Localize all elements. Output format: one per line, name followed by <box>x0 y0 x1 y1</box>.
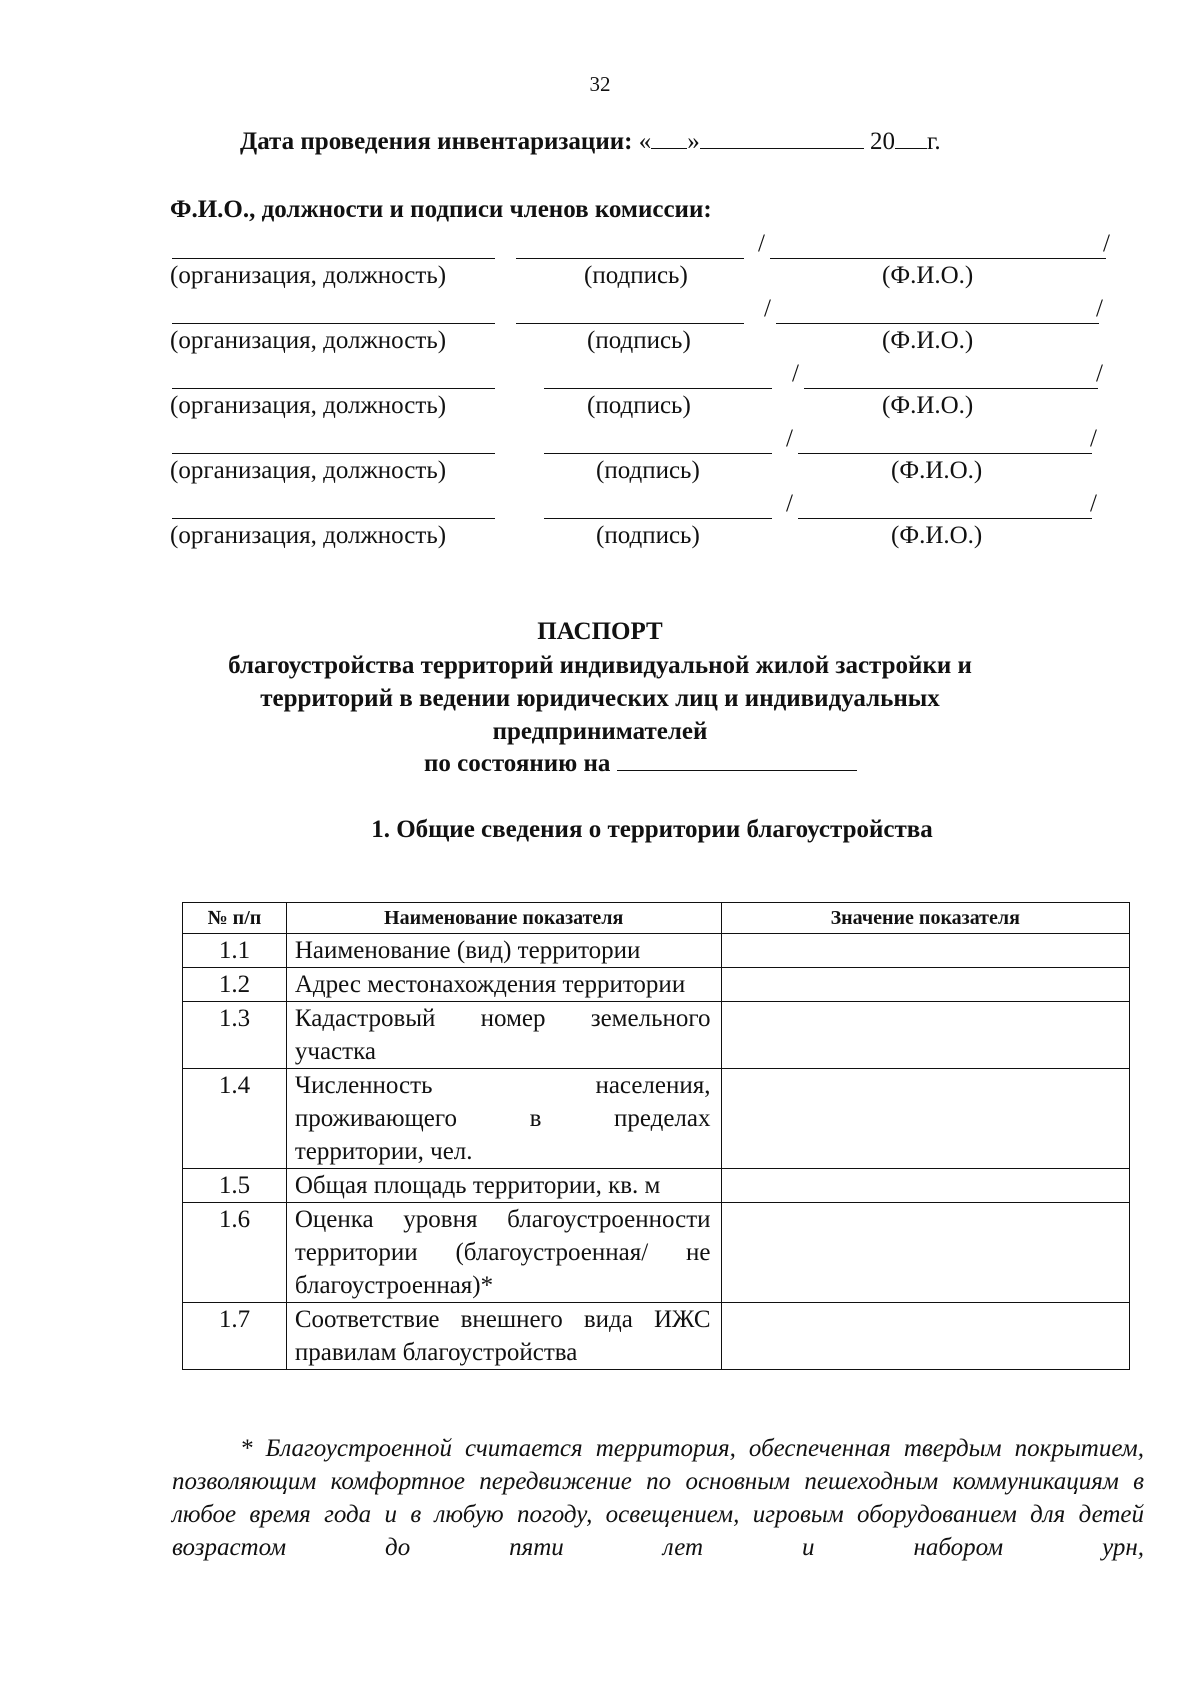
row-value-cell[interactable] <box>721 1169 1130 1203</box>
passport-subtitle-line-1: благоустройства территорий индивидуальной жилой застройки и <box>228 652 972 679</box>
caption-org: (организация, должность) <box>170 392 447 419</box>
row-number: 1.3 <box>183 1002 287 1069</box>
year-suffix: г. <box>926 128 941 155</box>
row-indicator-name: Численность населения, проживающего в пределах территории, чел. <box>286 1069 721 1169</box>
header-name: Наименование показателя <box>286 903 721 934</box>
separator-slash: / <box>1090 425 1097 452</box>
inventory-date-label: Дата проведения инвентаризации: <box>240 128 633 155</box>
row-number: 1.5 <box>183 1169 287 1203</box>
row-value-cell[interactable] <box>721 1303 1130 1370</box>
org-position-field[interactable] <box>172 258 495 259</box>
row-number: 1.2 <box>183 968 287 1002</box>
as-of-date-field[interactable] <box>617 750 857 771</box>
inventory-date-line <box>240 128 941 156</box>
header-num: № п/п <box>183 903 287 934</box>
row-value-cell[interactable] <box>721 968 1130 1002</box>
fio-field[interactable] <box>798 453 1092 454</box>
fio-field[interactable] <box>770 258 1106 259</box>
header-value: Значение показателя <box>721 903 1130 934</box>
row-value-cell[interactable] <box>721 1069 1130 1169</box>
table-row <box>183 934 1130 968</box>
table-row <box>183 1203 1130 1303</box>
row-number: 1.1 <box>183 934 287 968</box>
table-row <box>183 1002 1130 1069</box>
org-position-field[interactable] <box>172 388 495 389</box>
year-blank[interactable] <box>895 128 927 149</box>
caption-org: (организация, должность) <box>170 457 447 484</box>
separator-slash: / <box>764 295 771 322</box>
signature-field[interactable] <box>516 323 744 324</box>
day-blank[interactable] <box>651 128 687 149</box>
signature-field[interactable] <box>544 453 772 454</box>
org-position-field[interactable] <box>172 323 495 324</box>
caption-signature: (подпись) <box>584 262 688 289</box>
separator-slash: / <box>1090 490 1097 517</box>
row-indicator-name: Соответствие внешнего вида ИЖС правилам благоустройства <box>286 1303 721 1370</box>
row-number: 1.7 <box>183 1303 287 1370</box>
page-number: 32 <box>589 72 611 96</box>
table-row <box>183 1069 1130 1169</box>
org-position-field[interactable] <box>172 453 495 454</box>
caption-signature: (подпись) <box>596 457 700 484</box>
year-prefix: 20 <box>869 128 895 155</box>
fio-field[interactable] <box>798 518 1092 519</box>
row-value-cell[interactable] <box>721 1203 1130 1303</box>
table-row <box>183 968 1130 1002</box>
section-title: 1. Общие сведения о территории благоустройства <box>371 816 933 843</box>
separator-slash: / <box>786 490 793 517</box>
table-header-row <box>183 903 1130 934</box>
row-indicator-name: Оценка уровня благоустроенности территории (благоустроенная/ не благоустроенная)* <box>286 1203 721 1303</box>
separator-slash: / <box>1096 295 1103 322</box>
caption-signature: (подпись) <box>587 392 691 419</box>
row-indicator-name: Наименование (вид) территории <box>286 934 721 968</box>
month-blank[interactable] <box>700 128 864 149</box>
row-indicator-name: Кадастровый номер земельного участка <box>286 1002 721 1069</box>
fio-field[interactable] <box>776 323 1099 324</box>
signature-field[interactable] <box>516 258 744 259</box>
table-row <box>183 1169 1130 1203</box>
as-of-line <box>424 750 857 778</box>
open-quote: « <box>638 128 652 155</box>
table-row <box>183 1303 1130 1370</box>
signature-field[interactable] <box>544 518 772 519</box>
caption-fio: (Ф.И.О.) <box>891 457 983 484</box>
caption-fio: (Ф.И.О.) <box>882 327 974 354</box>
close-quote: » <box>687 128 700 155</box>
separator-slash: / <box>758 230 765 257</box>
fio-field[interactable] <box>804 388 1098 389</box>
row-number: 1.4 <box>183 1069 287 1169</box>
row-indicator-name: Общая площадь территории, кв. м <box>286 1169 721 1203</box>
signature-field[interactable] <box>544 388 772 389</box>
caption-fio: (Ф.И.О.) <box>891 522 983 549</box>
caption-signature: (подпись) <box>596 522 700 549</box>
caption-fio: (Ф.И.О.) <box>882 262 974 289</box>
as-of-label: по состоянию на <box>424 750 611 777</box>
caption-org: (организация, должность) <box>170 327 447 354</box>
caption-org: (организация, должность) <box>170 262 447 289</box>
row-indicator-name: Адрес местонахождения территории <box>286 968 721 1002</box>
footnote: * Благоустроенной считается территория, обеспеченная твердым покрытием, позволяющим комфортное передвижение по основным пешеходным коммуникациям в любое время года и в любую погоду, освещением, игровым оборудованием для детей возрастом до пяти лет и набором урн, <box>172 1435 1144 1561</box>
separator-slash: / <box>1103 230 1110 257</box>
row-number: 1.6 <box>183 1203 287 1303</box>
caption-fio: (Ф.И.О.) <box>882 392 974 419</box>
passport-title: ПАСПОРТ <box>537 618 663 645</box>
caption-org: (организация, должность) <box>170 522 447 549</box>
commission-title: Ф.И.О., должности и подписи членов комиссии: <box>170 196 712 223</box>
passport-subtitle-line-2: территорий в ведении юридических лиц и индивидуальных <box>260 685 940 712</box>
caption-signature: (подпись) <box>587 327 691 354</box>
separator-slash: / <box>786 425 793 452</box>
general-info-table <box>182 902 1130 1370</box>
separator-slash: / <box>792 360 799 387</box>
org-position-field[interactable] <box>172 518 495 519</box>
row-value-cell[interactable] <box>721 1002 1130 1069</box>
separator-slash: / <box>1096 360 1103 387</box>
row-value-cell[interactable] <box>721 934 1130 968</box>
passport-subtitle-line-3: предпринимателей <box>492 718 708 745</box>
